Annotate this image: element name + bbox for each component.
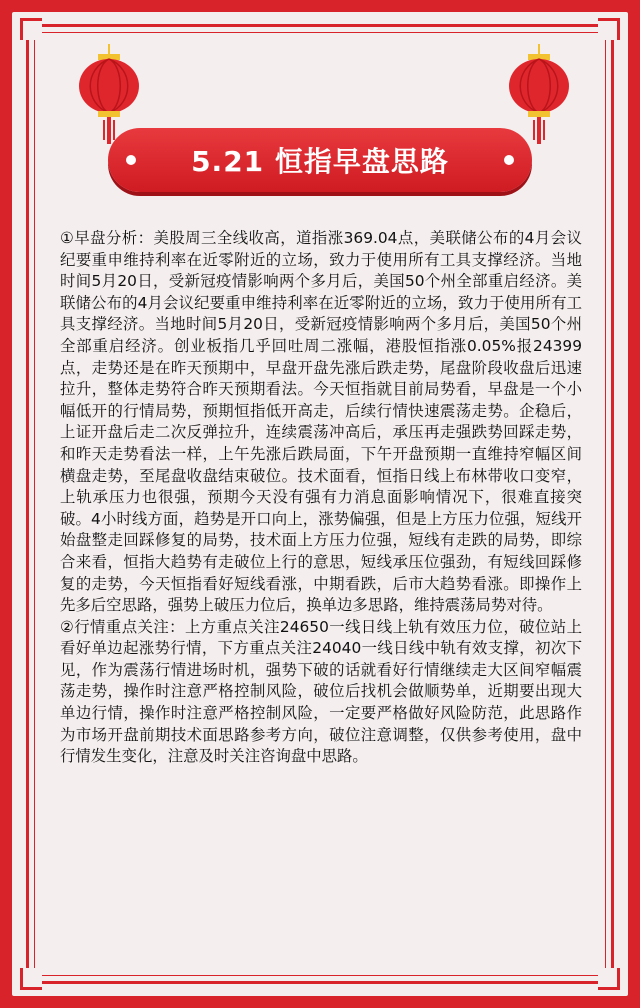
corner-ornament-top-right	[598, 18, 620, 40]
article-body	[60, 228, 582, 768]
corner-ornament-bottom-left	[20, 968, 42, 990]
page-title: 5.21 恒指早盘思路	[191, 145, 449, 178]
banner-dot-right	[504, 155, 514, 165]
corner-ornament-bottom-right	[598, 968, 620, 990]
corner-ornament-top-left	[20, 18, 42, 40]
banner-dot-left	[126, 155, 136, 165]
lantern-icon	[506, 44, 572, 144]
paragraph-key-focus: ②行情重点关注：上方重点关注24650一线日线上轨有效压力位，破位站上看好单边起涨势行情，下方重点关注24040一线日线中轨有效支撑，初次下见，作为震荡行情进场时机，强势下破的话就看好行情继续走大区间窄幅震荡走势，操作时注意严格控制风险，破位后找机会做顺势单，近期要出现大单边行情，操作时注意严格控制风险，一定要严格做好风险防范，此思路作为市场开盘前期技术面思路参考方向，破位注意调整，仅供参考使用，盘中行情发生变化，注意及时关注咨询盘中思路。	[60, 617, 582, 766]
paragraph-morning-analysis: ①早盘分析：美股周三全线收高，道指涨369.04点，美联储公布的4月会议纪要重申维持利率在近零附近的立场，致力于使用所有工具支撑经济。当地时间5月20日，受新冠疫情影响两个多月后，美国50个州全部重启经济。美联储公布的4月会议纪要重申维持利率在近零附近的立场，致力于使用所有工具支撑经济。当地时间5月20日，受新冠疫情影响两个多月后，美国50个州全部重启经济。创业板指几乎回吐周二涨幅，港股恒指涨0.05%报24399点，走势还是在昨天预期中，早盘开盘先涨后跌走势，尾盘阶段收盘后迅速拉升，整体走势符合昨天预期看法。今天恒指就目前局势看，早盘是一个小幅低开的行情局势，预期恒指低开高走，后续行情快速震荡走势。企稳后，上证开盘后走二次反弹拉升，连续震荡冲高后，承压再走强跌势回踩走势，和昨天走势看法一样，上午先涨后跌局面，下午开盘预期一直维持窄幅区间横盘走势，至尾盘收盘结束破位。技术面看，恒指日线上布林带收口变窄，上轨承压力也很强，预期今天没有强有力消息面影响情况下，很难直接突破。4小时线方面，趋势是开口向上，涨势偏强，但是上方压力位强，短线开始盘整走回踩修复的局势，技术面上方压力位强，短线有走跌的局势，即综合来看，恒指大趋势有走破位上行的意思，短线承压位强劲，有短线回踩修复的走势，今天恒指看好短线看涨，中期看跌，后市大趋势看涨。即操作上先多后空思路，强势上破压力位后，换单边多思路，维持震荡局势对待。	[60, 229, 582, 615]
title-banner	[108, 128, 532, 192]
